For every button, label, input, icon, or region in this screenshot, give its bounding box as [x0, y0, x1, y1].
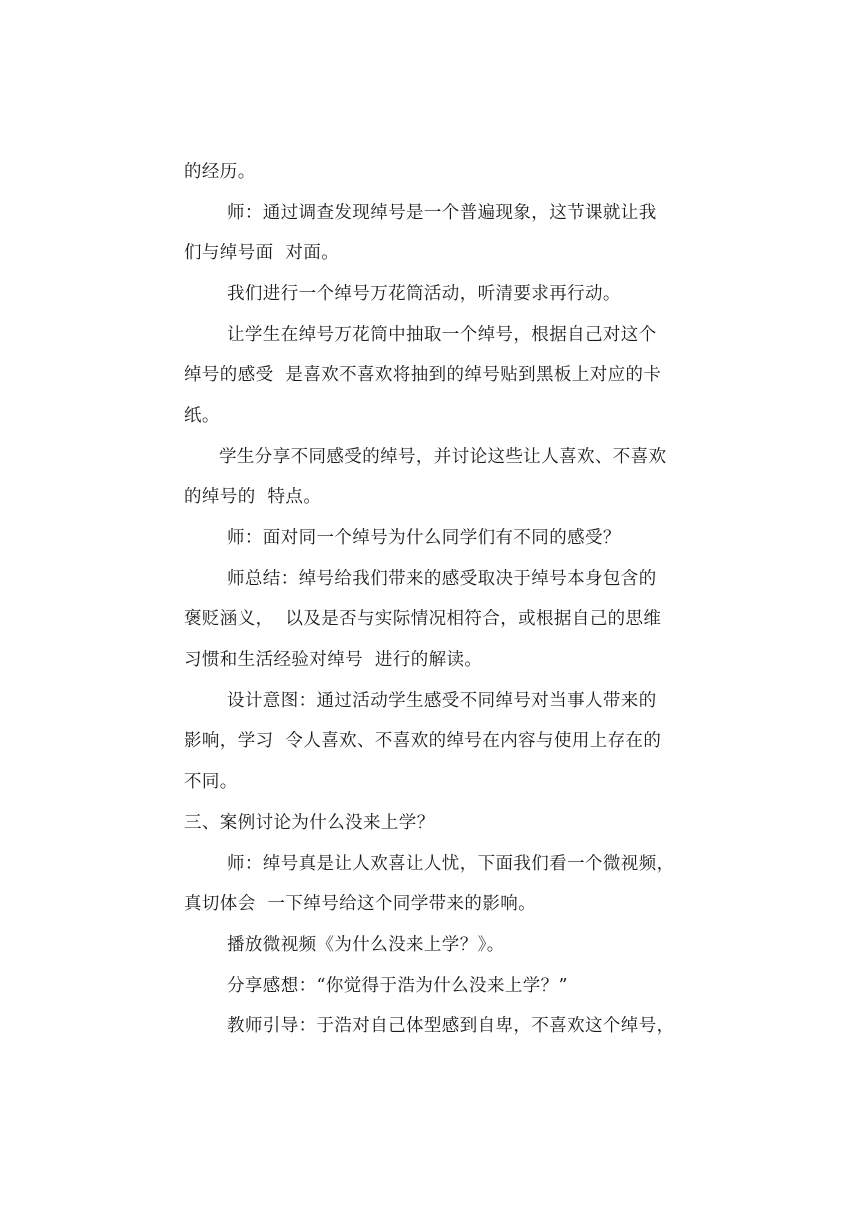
text-line: 师：面对同一个绰号为什么同学们有不同的感受？: [227, 528, 621, 548]
text-line: 师总结：绰号给我们带来的感受取决于绰号本身包含的: [227, 569, 657, 589]
text-line: 让学生在绰号万花筒中抽取一个绰号，根据自己对这个: [227, 325, 657, 345]
section-heading: 三、案例讨论为什么没来上学？: [184, 813, 435, 833]
text-line: 我们进行一个绰号万花筒活动，听清要求再行动。: [227, 284, 621, 304]
text-line: 褒贬涵义， 以及是否与实际情况相符合，或根据自己的思维: [184, 609, 662, 629]
text-line: 的经历。: [184, 162, 256, 182]
text-line: 师：通过调查发现绰号是一个普遍现象，这节课就让我: [227, 203, 657, 223]
text-line: 分享感想：“你觉得于浩为什么没来上学？”: [227, 976, 568, 996]
text-line: 的绰号的 特点。: [184, 487, 322, 507]
text-line: 绰号的感受 是喜欢不喜欢将抽到的绰号贴到黑板上对应的卡: [184, 365, 662, 385]
text-line: 教师引导：于浩对自己体型感到自卑，不喜欢这个绰号，: [227, 1016, 675, 1036]
text-line: 学生分享不同感受的绰号，并讨论这些让人喜欢、不喜欢: [219, 447, 667, 467]
text-line: 师：绰号真是让人欢喜让人忧，下面我们看一个微视频，: [227, 854, 675, 874]
text-line: 不同。: [184, 772, 238, 792]
text-line: 们与绰号面 对面。: [184, 243, 340, 263]
text-line: 习惯和生活经验对绰号 进行的解读。: [184, 650, 483, 670]
text-line: 影响，学习 令人喜欢、不喜欢的绰号在内容与使用上存在的: [184, 731, 662, 751]
text-line: 真切体会 一下绰号给这个同学带来的影响。: [184, 894, 537, 914]
text-line: 设计意图：通过活动学生感受不同绰号对当事人带来的: [227, 691, 657, 711]
text-line: 纸。: [184, 406, 220, 426]
text-line: 播放微视频《为什么没来上学？》。: [227, 935, 505, 955]
